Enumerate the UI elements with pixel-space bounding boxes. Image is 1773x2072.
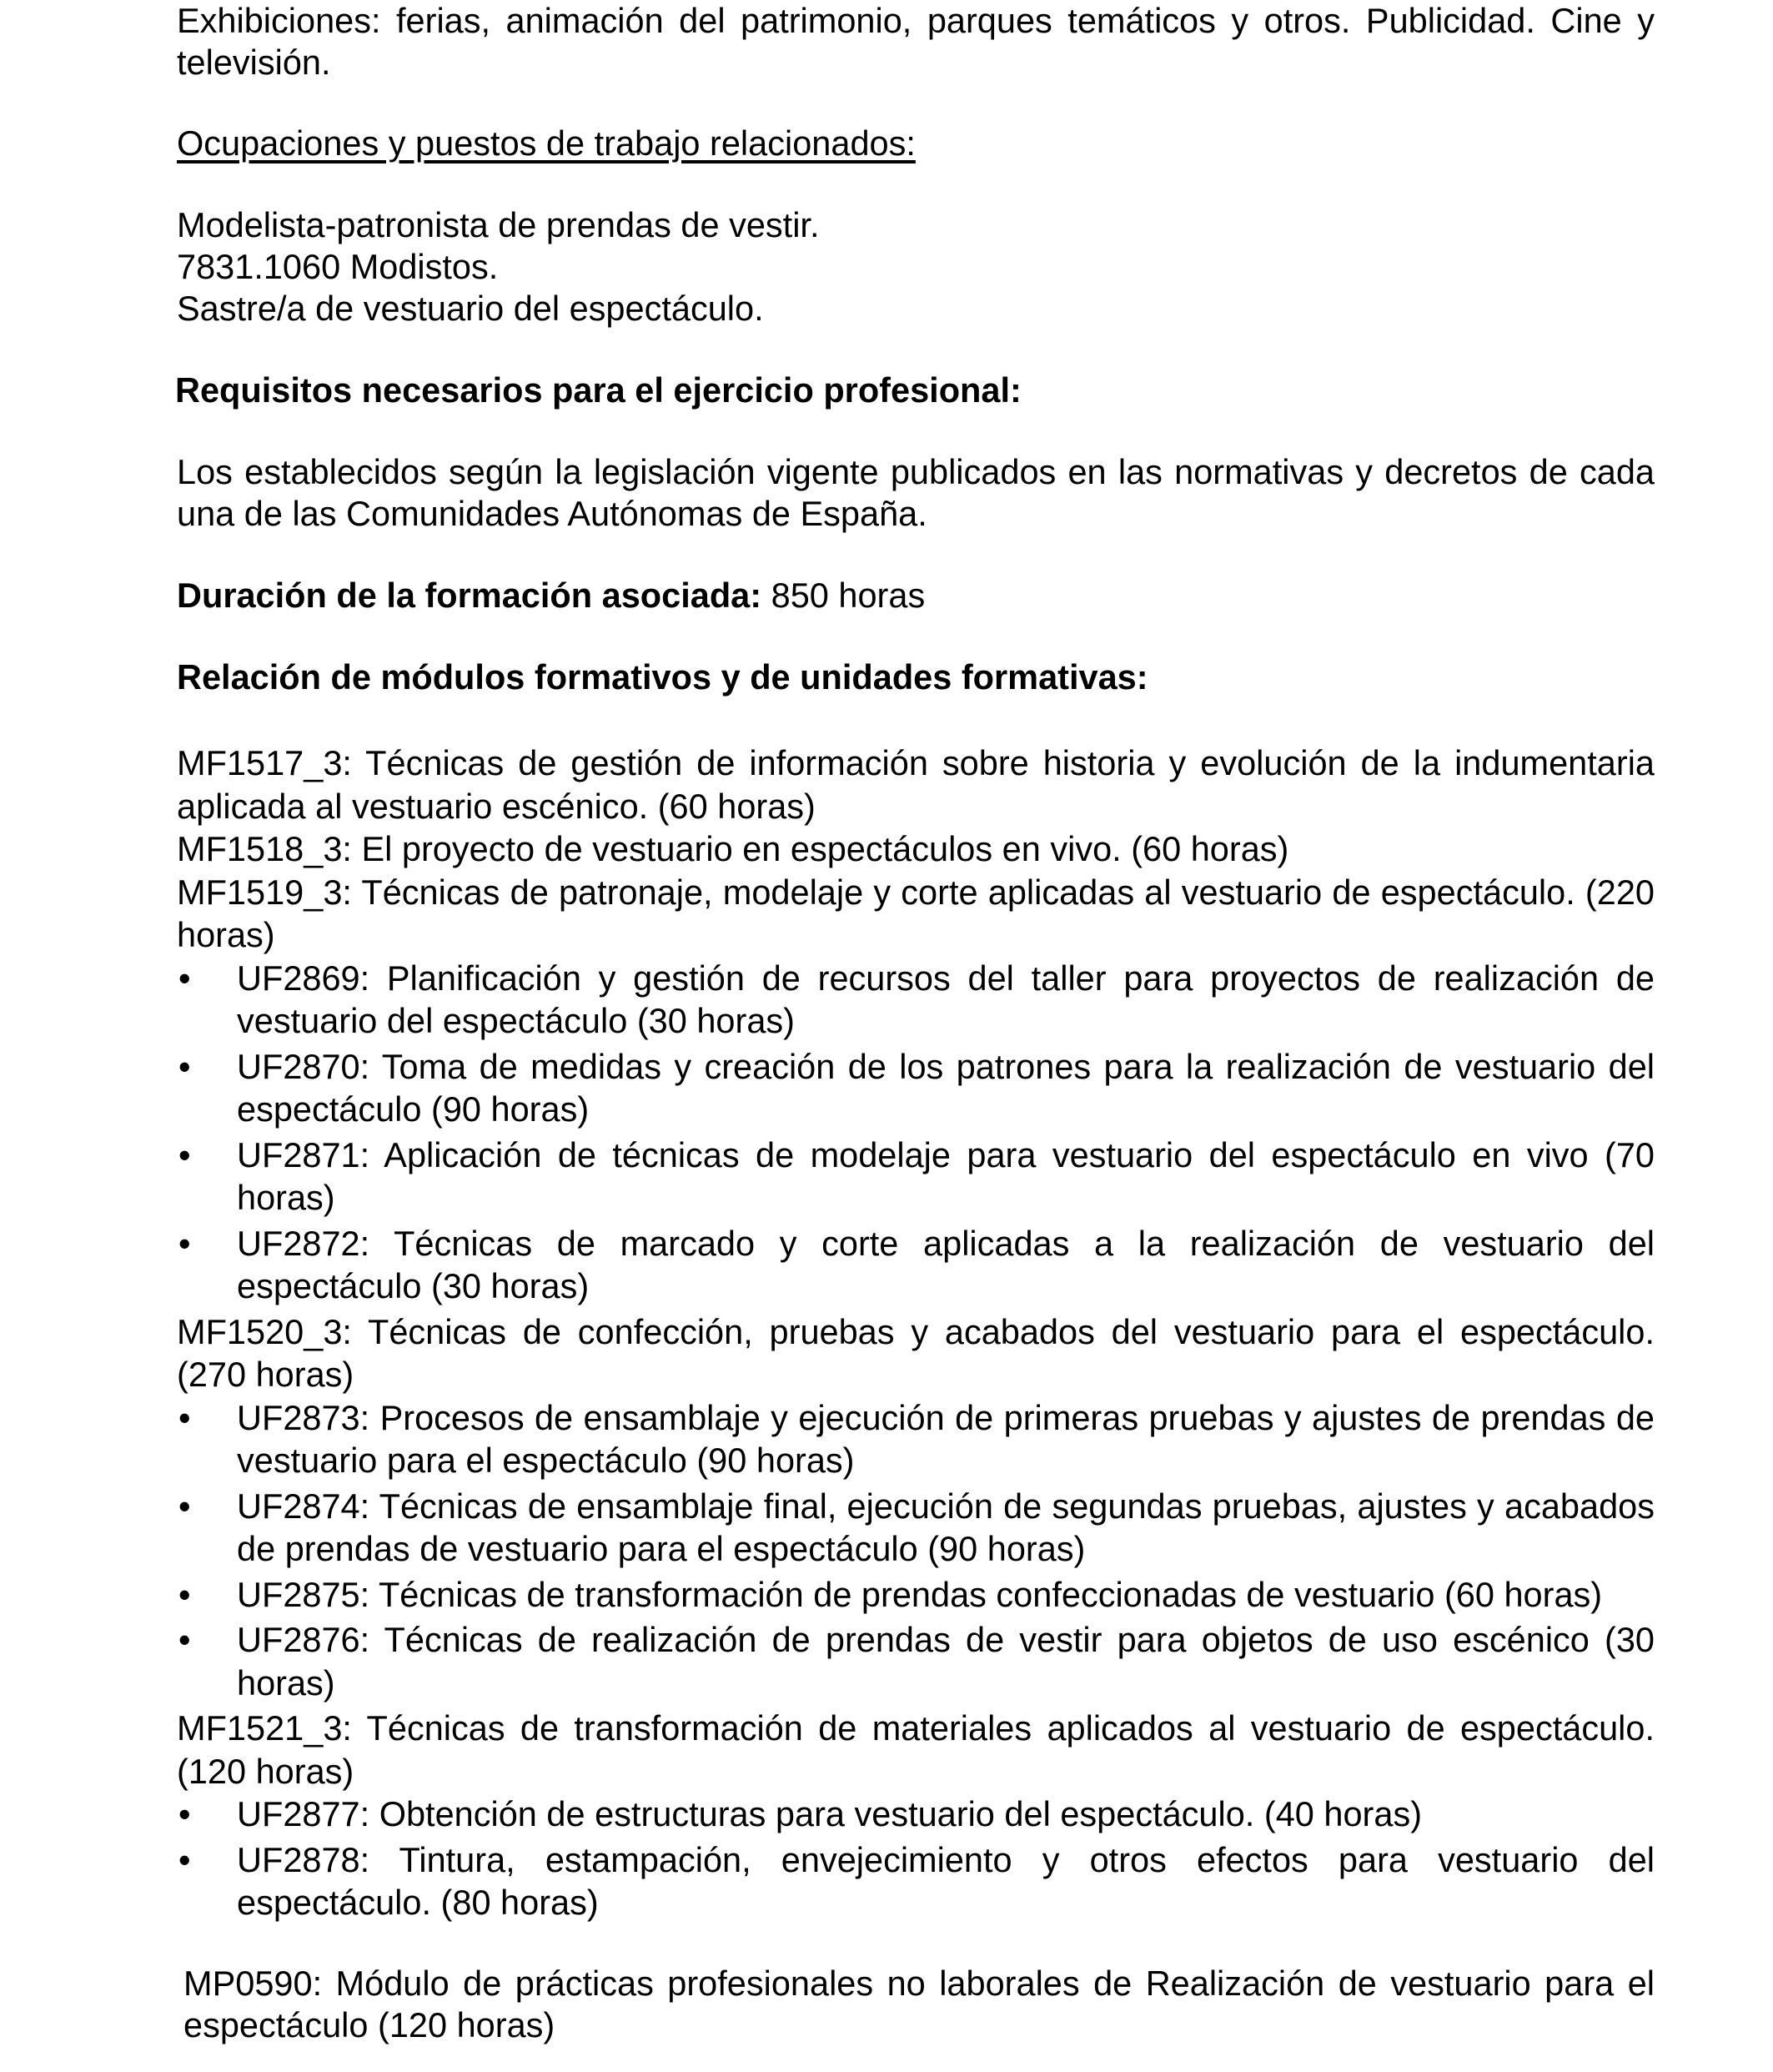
unit-list (177, 1793, 1655, 1924)
unit-text: UF2871: Aplicación de técnicas de modelaje para vestuario del espectáculo en vivo (70 horas) (237, 1134, 1655, 1217)
unit-item (177, 1573, 1655, 1617)
requisitos-paragraph: Los establecidos según la legislación vigente publicados en las normativas y decretos de cada una de las Comunidades Autónomas de España. (177, 452, 1655, 533)
bullet-icon: • (178, 1620, 191, 1659)
bullet-icon: • (178, 1839, 191, 1879)
unit-item (177, 1222, 1655, 1308)
module-item: MF1519_3: Técnicas de patronaje, modelaje y corte aplicadas al vestuario de espectáculo. (220 horas) (177, 872, 1655, 954)
bullet-icon: • (178, 1486, 191, 1526)
ocupaciones-heading (177, 123, 1655, 164)
unit-text: UF2874: Técnicas de ensamblaje final, ejecución de segundas pruebas, ajustes y acabados de prendas de vestuario para el espectáculo (90 horas) (237, 1486, 1655, 1568)
unit-text: UF2872: Técnicas de marcado y corte aplicadas a la realización de vestuario del espectáculo (30 horas) (237, 1223, 1655, 1305)
bullet-icon: • (178, 1046, 191, 1086)
document-page (177, 0, 1655, 2046)
unit-item (177, 1838, 1655, 1924)
duracion-label: Duración de la formación asociada: (177, 576, 762, 615)
bullet-icon: • (178, 1574, 191, 1614)
requisitos-heading: Requisitos necesarios para el ejercicio profesional: (175, 370, 1022, 410)
unit-text: UF2877: Obtención de estructuras para vestuario del espectáculo. (40 horas) (237, 1794, 1423, 1833)
ocupacion-item: Sastre/a de vestuario del espectáculo. (177, 289, 764, 328)
module-item: MF1521_3: Técnicas de transformación de materiales aplicados al vestuario de espectáculo. (120 horas) (177, 1708, 1655, 1791)
bullet-icon: • (178, 1134, 191, 1174)
unit-item (177, 1396, 1655, 1482)
duracion-line (177, 575, 1655, 616)
module-item: MF1520_3: Técnicas de confección, pruebas y acabados del vestuario para el espectáculo. (270 horas) (177, 1311, 1655, 1394)
module-item: MF1518_3: El proyecto de vestuario en espectáculos en vivo. (60 horas) (177, 829, 1289, 868)
ocupaciones-heading-text: Ocupaciones y puestos de trabajo relacionados: (177, 123, 916, 163)
unit-item (177, 1045, 1655, 1131)
practicas-module: MP0590: Módulo de prácticas profesionales no laborales de Realización de vestuario para el espectáculo (120 horas) (183, 1963, 1655, 2044)
unit-text: UF2876: Técnicas de realización de prendas de vestir para objetos de uso escénico (30 horas) (237, 1620, 1655, 1702)
relacion-heading: Relación de módulos formativos y de unidades formativas: (177, 657, 1148, 697)
unit-item (177, 1485, 1655, 1571)
unit-list (177, 1396, 1655, 1705)
intro-paragraph: Exhibiciones: ferias, animación del patrimonio, parques temáticos y otros. Publicidad. Cine y televisión. (177, 1, 1655, 82)
unit-list (177, 957, 1655, 1308)
bullet-icon: • (178, 958, 191, 998)
bullet-icon: • (178, 1794, 191, 1833)
unit-text: UF2869: Planificación y gestión de recursos del taller para proyectos de realización de vestuario del espectáculo (30 horas) (237, 958, 1655, 1040)
module-item: MF1517_3: Técnicas de gestión de información sobre historia y evolución de la indumentaria aplicada al vestuario escénico. (60 horas) (177, 743, 1655, 826)
bullet-icon: • (178, 1397, 191, 1437)
ocupacion-item: 7831.1060 Modistos. (177, 247, 499, 286)
duracion-value: 850 horas (761, 576, 926, 615)
unit-text: UF2875: Técnicas de transformación de prendas confeccionadas de vestuario (60 horas) (237, 1574, 1603, 1614)
unit-text: UF2878: Tintura, estampación, envejecimiento y otros efectos para vestuario del espectáculo. (80 horas) (237, 1839, 1655, 1922)
ocupaciones-list (177, 204, 1655, 329)
unit-item (177, 957, 1655, 1043)
unit-item (177, 1618, 1655, 1704)
unit-item (177, 1134, 1655, 1220)
ocupacion-item: Modelista-patronista de prendas de vestir. (177, 205, 820, 244)
unit-item (177, 1793, 1655, 1836)
modules-list (177, 742, 1655, 1924)
unit-text: UF2873: Procesos de ensamblaje y ejecución de primeras pruebas y ajustes de prendas de vestuario para el espectáculo (90 horas) (237, 1397, 1655, 1480)
unit-text: UF2870: Toma de medidas y creación de los patrones para la realización de vestuario del espectáculo (90 horas) (237, 1046, 1655, 1129)
bullet-icon: • (178, 1223, 191, 1263)
